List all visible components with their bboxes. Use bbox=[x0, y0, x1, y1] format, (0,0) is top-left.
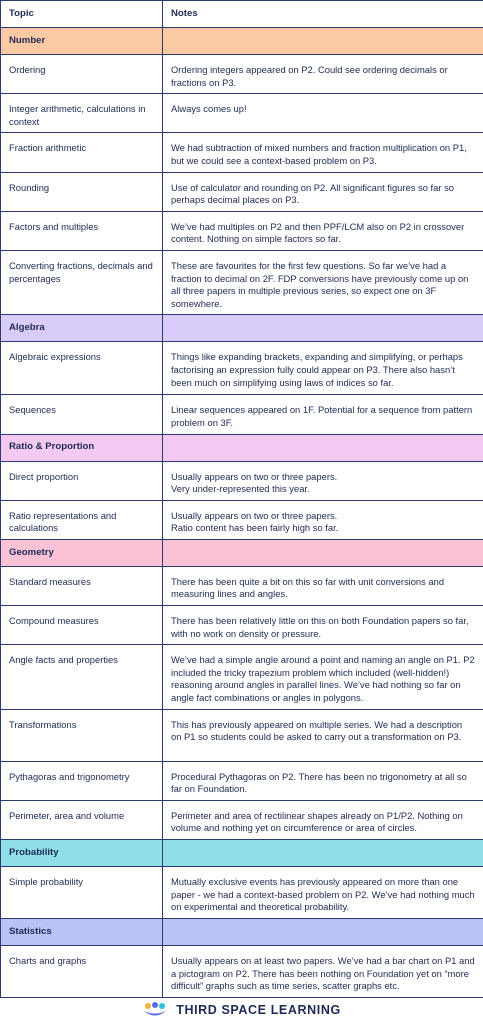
section-notes-cell bbox=[163, 919, 483, 946]
notes-column-header: Notes bbox=[163, 1, 483, 28]
logo-text: THIRD SPACE LEARNING bbox=[176, 1003, 341, 1017]
table-row bbox=[1, 94, 483, 133]
table-row bbox=[1, 172, 483, 211]
notes-cell: We had subtraction of mixed numbers and fraction multiplication on P1, but we could see a context-based problem on P3. bbox=[163, 133, 483, 172]
table-row bbox=[1, 250, 483, 314]
section-title: Geometry bbox=[1, 539, 163, 566]
notes-cell: We’ve had a simple angle around a point and naming an angle on P1. P2 included the tricky trapezium problem which included (well-hidden!) reasoning around angles in parallel lines. We’ve had nothing so far on angle fact combinations or angles in polygons. bbox=[163, 645, 483, 709]
section-row bbox=[1, 919, 483, 946]
notes-cell: We’ve had multiples on P2 and then PPF/LCM also on P2 in crossover content. Nothing on simple factors so far. bbox=[163, 211, 483, 250]
topic-cell: Rounding bbox=[1, 172, 163, 211]
table-row bbox=[1, 500, 483, 539]
topic-cell: Fraction arithmetic bbox=[1, 133, 163, 172]
notes-cell: Use of calculator and rounding on P2. All significant figures so far so perhaps decimal places on P3. bbox=[163, 172, 483, 211]
section-row bbox=[1, 28, 483, 55]
notes-cell: There has been relatively little on this on both Foundation papers so far, with no work on density or pressure. bbox=[163, 606, 483, 645]
notes-cell: Mutually exclusive events has previously appeared on more than one paper - we had a context-based problem on P2. We’ve had nothing much on experimental and theoretical probability. bbox=[163, 867, 483, 919]
section-notes-cell bbox=[163, 28, 483, 55]
notes-cell: Usually appears on at least two papers. We’ve had a bar chart on P1 and a pictogram on P2. There has been nothing on Foundation yet on “more difficult” graphs such as time series, scatter graphs etc. bbox=[163, 946, 483, 998]
topic-cell: Perimeter, area and volume bbox=[1, 800, 163, 839]
topic-cell: Sequences bbox=[1, 395, 163, 434]
table-row bbox=[1, 867, 483, 919]
notes-cell: There has been quite a bit on this so far with unit conversions and measuring lines and angles. bbox=[163, 566, 483, 605]
notes-cell: Things like expanding brackets, expanding and simplifying, or perhaps factorising an expression fully could appear on P3. There also hasn’t been much on simplifying using laws of indices so far. bbox=[163, 342, 483, 395]
notes-cell: These are favourites for the first few questions. So far we’ve had a fraction to decimal on 2F. FDP conversions have previously come up on all three papers in multiple previous series, so expect one on 3F somewhere. bbox=[163, 250, 483, 314]
topic-cell: Transformations bbox=[1, 709, 163, 761]
table-row bbox=[1, 342, 483, 395]
table-row bbox=[1, 395, 483, 434]
topic-cell: Charts and graphs bbox=[1, 946, 163, 998]
section-title: Algebra bbox=[1, 315, 163, 342]
table-row bbox=[1, 566, 483, 605]
table-header-row bbox=[1, 1, 483, 28]
third-space-learning-logo-icon bbox=[142, 1001, 168, 1019]
topic-cell: Ordering bbox=[1, 55, 163, 94]
table-row bbox=[1, 946, 483, 998]
notes-cell: Ordering integers appeared on P2. Could see ordering decimals or fractions on P3. bbox=[163, 55, 483, 94]
topic-cell: Angle facts and properties bbox=[1, 645, 163, 709]
topic-cell: Converting fractions, decimals and percentages bbox=[1, 250, 163, 314]
notes-cell: Usually appears on two or three papers. Very under-represented this year. bbox=[163, 461, 483, 500]
section-row bbox=[1, 434, 483, 461]
notes-cell: Perimeter and area of rectilinear shapes already on P1/P2. Nothing on volume and nothing yet on circumference or area of circles. bbox=[163, 800, 483, 839]
section-row bbox=[1, 539, 483, 566]
topic-cell: Pythagoras and trigonometry bbox=[1, 761, 163, 800]
table-row bbox=[1, 645, 483, 709]
topic-cell: Factors and multiples bbox=[1, 211, 163, 250]
section-title: Ratio & Proportion bbox=[1, 434, 163, 461]
table-row bbox=[1, 55, 483, 94]
topic-column-header: Topic bbox=[1, 1, 163, 28]
topic-cell: Integer arithmetic, calculations in context bbox=[1, 94, 163, 133]
section-notes-cell bbox=[163, 315, 483, 342]
table-body bbox=[1, 28, 483, 998]
topic-cell: Algebraic expressions bbox=[1, 342, 163, 395]
section-row bbox=[1, 840, 483, 867]
topic-cell: Standard measures bbox=[1, 566, 163, 605]
table-row bbox=[1, 461, 483, 500]
topic-cell: Simple probability bbox=[1, 867, 163, 919]
table-row bbox=[1, 211, 483, 250]
table-row bbox=[1, 133, 483, 172]
section-title: Probability bbox=[1, 840, 163, 867]
notes-cell: Always comes up! bbox=[163, 94, 483, 133]
notes-cell: Procedural Pythagoras on P2. There has been no trigonometry at all so far on Foundation. bbox=[163, 761, 483, 800]
notes-cell: Linear sequences appeared on 1F. Potential for a sequence from pattern problem on 3F. bbox=[163, 395, 483, 434]
notes-cell: This has previously appeared on multiple series. We had a description on P1 so students could be asked to carry out a transformation on P3. bbox=[163, 709, 483, 761]
section-notes-cell bbox=[163, 434, 483, 461]
section-row bbox=[1, 315, 483, 342]
topic-cell: Ratio representations and calculations bbox=[1, 500, 163, 539]
topic-cell: Compound measures bbox=[1, 606, 163, 645]
table-row bbox=[1, 761, 483, 800]
notes-cell: Usually appears on two or three papers. Ratio content has been fairly high so far. bbox=[163, 500, 483, 539]
section-notes-cell bbox=[163, 539, 483, 566]
section-title: Number bbox=[1, 28, 163, 55]
topic-cell: Direct proportion bbox=[1, 461, 163, 500]
section-title: Statistics bbox=[1, 919, 163, 946]
table-row bbox=[1, 709, 483, 761]
table-row bbox=[1, 606, 483, 645]
footer-logo bbox=[0, 998, 483, 1022]
table-row bbox=[1, 800, 483, 839]
section-notes-cell bbox=[163, 840, 483, 867]
